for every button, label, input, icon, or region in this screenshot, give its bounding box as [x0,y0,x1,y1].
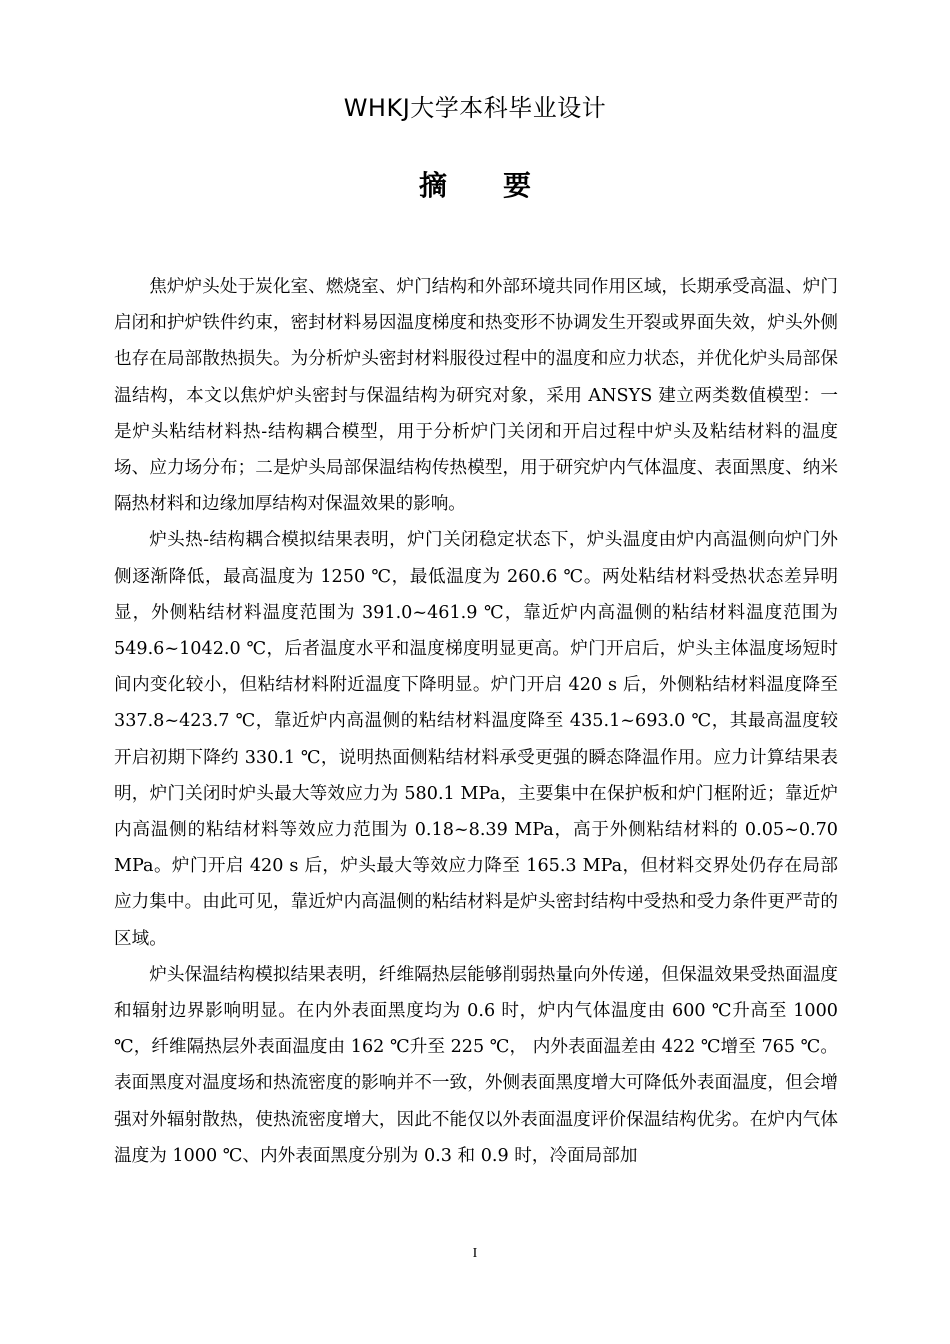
abstract-heading [0,166,950,206]
document-header: WHKJ大学本科毕业设计 [343,94,607,122]
abstract-paragraph-2: 炉头热-结构耦合模拟结果表明，炉门关闭稳定状态下，炉头温度由炉内高温侧向炉门外侧逐渐降低，最高温度为 1250 ℃，最低温度为 260.6 ℃。两处粘结材料受热状态差异明显，外侧粘结材料温度范围为 391.0~461.9 ℃，靠近炉内高温侧的粘结材料温度范围为 549.6~1042.0 ℃，后者温度水平和温度梯度明显更高。炉门开启后，炉头主体温度场短时间内变化较小，但粘结材料附近温度下降明显。炉门开启 420 s 后，外侧粘结材料温度降至 337.8~423.7 ℃，靠近炉内高温侧的粘结材料温度降至 435.1~693.0 ℃，其最高温度较开启初期下降约 330.1 ℃，说明热面侧粘结材料承受更强的瞬态降温作用。应力计算结果表明，炉门关闭时炉头最大等效应力为 580.1 MPa，主要集中在保护板和炉门框附近；靠近炉内高温侧的粘结材料等效应力范围为 0.18~8.39 MPa，高于外侧粘结材料的 0.05~0.70 MPa。炉门开启 420 s 后，炉头最大等效应力降至 165.3 MPa，但材料交界处仍存在局部应力集中。由此可见，靠近炉内高温侧的粘结材料是炉头密封结构中受热和受力条件更严苛的区域。 [114,530,838,949]
abstract-heading-char-1: 摘 [418,169,447,202]
abstract-body [114,269,838,1174]
page-number: I [472,1246,478,1261]
abstract-paragraph-1: 焦炉炉头处于炭化室、燃烧室、炉门结构和外部环境共同作用区域，长期承受高温、炉门启闭和护炉铁件约束，密封材料易因温度梯度和热变形不协调发生开裂或界面失效，炉头外侧也存在局部散热损失。为分析炉头密封材料服役过程中的温度和应力状态，并优化炉头局部保温结构，本文以焦炉炉头密封与保温结构为研究对象，采用 ANSYS 建立两类数值模型：一是炉头粘结材料热-结构耦合模型，用于分析炉门关闭和开启过程中炉头及粘结材料的温度场、应力场分布；二是炉头局部保温结构传热模型，用于研究炉内气体温度、表面黑度、纳米隔热材料和边缘加厚结构对保温效果的影响。 [114,277,838,515]
abstract-heading-char-2: 要 [503,169,532,202]
abstract-paragraph-3: 炉头保温结构模拟结果表明，纤维隔热层能够削弱热量向外传递，但保温效果受热面温度和辐射边界影响明显。在内外表面黑度均为 0.6 时，炉内气体温度由 600 ℃升高至 1000 ℃，纤维隔热层外表面温度由 162 ℃升至 225 ℃， 内外表面温差由 422 ℃增至 765 ℃。表面黑度对温度场和热流密度的影响并不一致，外侧表面黑度增大可降低外表面温度，但会增强对外辐射散热，使热流密度增大，因此不能仅以外表面温度评价保温结构优劣。在炉内气体温度为 1000 ℃、内外表面黑度分别为 0.3 和 0.9 时，冷面局部加 [114,964,838,1166]
